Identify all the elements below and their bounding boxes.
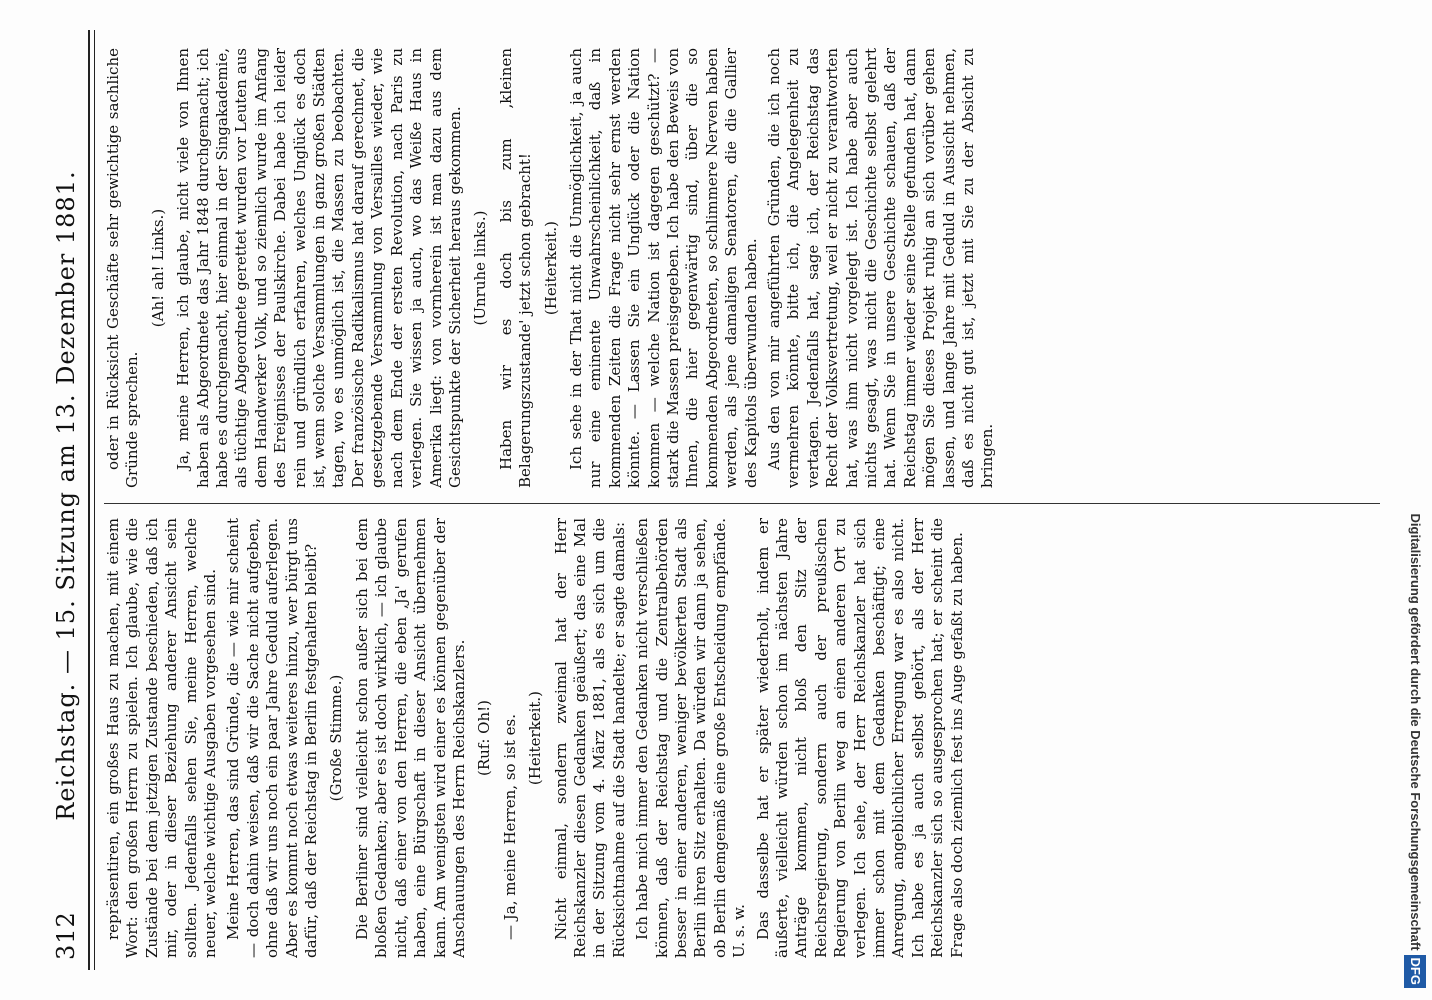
dfg-badge: DFG: [1404, 955, 1426, 988]
paragraph: Das dasselbe hat er später wiederholt, indem er äußerte, vielleicht würden schon im nächsten Jahre Anträge kommen, nicht bloß den Sitz der Reichsregierung, sondern auch der preußischen Regierung von Berlin weg an einen anderen Ort zu verlegen. Ich sehe, der Herr Reichskanzler hat sich immer schon mit dem Gedanken beschäftigt; eine Anregung, angeblichlicher Erregung war es also nicht. Ich habe es ja auch selbst gehört, als der Herr Reichskanzler sich so ausgesprochen hat; er scheint die Frage also doch ziemlich fest ins Auge gefaßt zu haben.: [753, 518, 966, 958]
paragraph: Meine Herren, das sind Gründe, die — wie mir scheint — doch dahin weisen, daß wir die Sache nicht aufgeben, ohne daß wir uns noch ein paar Jahre Geduld auferlegen. Aber es kommt noch etwas weiteres hinzu, wer bürgt uns dafür, daß der Reichstag in Berlin festgehalten bleibt?: [224, 518, 321, 958]
page-header: [40, 40, 80, 960]
paragraph: Aus den von mir angeführten Gründen, die ich noch vermehren könnte, bitte ich, die Angelegenheit zu vertagen. Jedenfalls hat, sage ich, der Reichstag das Recht der Volksvertretung, weil er nicht zu verantworten hat, was ihm nicht vorgelegt ist. Ich habe aber auch nichts gesagt, was nicht die Geschichte selbst gelehrt hat. Wenn Sie in unsere Geschichte schauen, daß der Reichstag immer wieder seine Stelle gefunden hat, dann mögen Sie dieses Projekt ruhig an sich vorüber gehen lassen, und lange Jahre mit Geduld in Aussicht nehmen, daß es nicht gut ist, jetzt mit Sie zu der Absicht zu bringen.: [765, 48, 997, 488]
header-rule: [88, 30, 90, 970]
paragraph: Ja, meine Herren, ich glaube, nicht viele von Ihnen haben als Abgeordnete das Jahr 1848 durchgemacht; ich habe es durchgemacht, hier einmal in der Singakademie, als tüchtige Abgeordnete gerettet wurden vor Leuten aus dem Handwerker Volk, und so ziemlich wurde im Anfang des Ereignisses der Paulskirche. Dabei habe ich leider rein und gründlich erfahren, welches Unglück es doch ist, wenn solche Versammlungen in ganz großen Städten tagen, wo es unmöglich ist, die Massen zu beobachten. Der französische Radikalismus hat darauf gerechnet, die gesetzgebende Versammlung von Versailles wieder, wie nach dem Ende der ersten Revolution, nach Paris zu verlegen. Sie wissen ja auch, wo das Weiße Haus in Amerika liegt: von vornherein ist man dazu aus dem Gesichtspunkte der Sicherheit heraus gekommen.: [174, 48, 464, 488]
column-divider: [104, 503, 1380, 504]
interjection: (Große Stimme.): [327, 674, 346, 802]
credit-text: Digitalisierung gefördert durch die Deutsche Forschungsgemeinschaft: [1408, 513, 1423, 951]
digitization-credit: [1404, 8, 1426, 988]
paragraph: Die Berliner sind vielleicht schon außer sich bei dem bloßen Gedanken; aber es ist doch wirklich, — ich glaube nicht, daß einer von den Herren, die eben ,Ja' gerufen haben, eine Bürgschaft in dieser Ansicht übernehmen kann. Am wenigsten wird einer es können gegenüber der Anschauungen des Herrn Reichskanzlers.: [352, 518, 468, 958]
interjection: (Unruhe links.): [471, 210, 490, 326]
paragraph: oder in Rücksicht Geschäfte sehr gewichtige sachliche Gründe sprechen.: [104, 48, 142, 488]
paragraph: Nicht einmal, sondern zweimal hat der Herr Reichskanzler diesen Gedanken geäußert; das eine Mal in der Sitzung vom 4. März 1881, als es sich um die Rücksichtnahme auf die Stadt handelte; er sagte damals:: [551, 518, 628, 958]
page-title: Reichstag. — 15. Sitzung am 13. Dezember 1881.: [52, 170, 80, 821]
interjection: (Ruf: Oh!): [475, 699, 494, 777]
interjection: (Ah! ah! Links.): [148, 208, 167, 328]
quote-paragraph: Ich habe mich immer den Gedanken nicht verschließen können, daß der Reichstag und die Zentralbehörden besser in einer anderen, weniger bevölkerten Stadt als Berlin ihren Sitz erhalten. Da würden wir dann ja sehen, ob Berlin demgemäß eine große Entscheidung empfände. U. s. w.: [633, 518, 749, 958]
right-column: [104, 48, 1380, 488]
page-number: 312: [52, 911, 80, 960]
left-column: [104, 518, 1380, 958]
paragraph: repräsentiren, ein großes Haus zu machen, mit einem Wort: den großen Herrn zu spielen. Ich glaube, wie die Zustände bei dem jetzigen Zustande beschieden, daß ich mir, oder in dieser Beziehung anderer Ansicht sein sollten. Jedenfalls sehen Sie, meine Herren, welche neuer, welche wichtige Ausgaben vorgesehen sind.: [104, 518, 220, 958]
interjection: (Heiterkeit.): [541, 220, 560, 316]
paragraph: Haben wir es doch bis zum ,kleinen Belagerungszustande' jetzt schon gebracht!: [496, 48, 535, 488]
interjection: (Heiterkeit.): [526, 690, 545, 786]
interjection-line: — Ja, meine Herren, so ist es.: [500, 714, 519, 940]
paragraph: Ich sehe in der That nicht die Unmöglichkeit, ja auch nur eine eminente Unwahrscheinlichkeit, daß in kommenden Zeiten die Frage nicht sehr ernst werden könnte. — Lassen Sie ein Unglück oder die Nation kommen — welche Nation ist dagegen geschützt? — stark die Massen preisgegeben. Ich habe den Beweis von Ihnen, die hier gegenwärtig sind, über die so kommenden Abgeordneten, so schlimmere Nerven haben werden, als jene damaligen Senatoren, die die Gallier des Kapitols überwunden haben.: [566, 48, 760, 488]
header-rule-double: [94, 30, 95, 970]
